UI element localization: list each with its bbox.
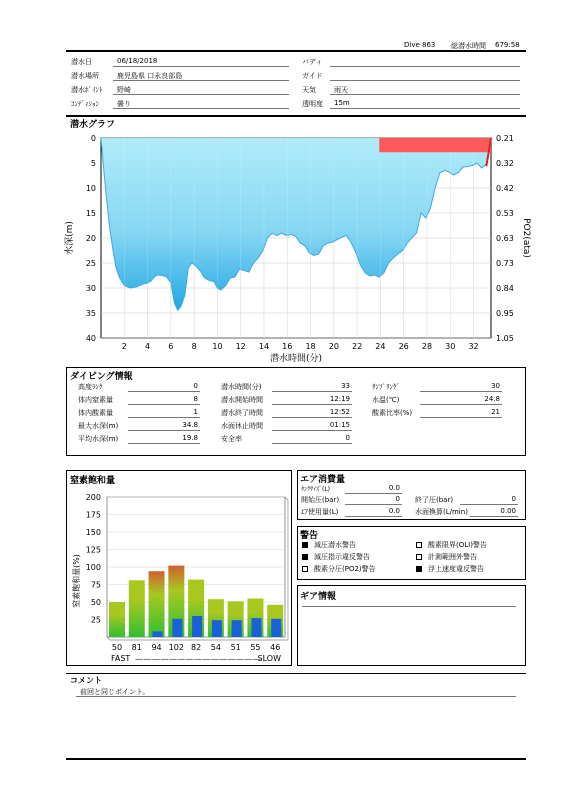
time-tick-label: 14	[258, 342, 270, 351]
warnings-title: 警告	[300, 531, 319, 541]
place-underline	[113, 80, 289, 81]
warning-item	[302, 540, 356, 550]
time-tick-label: 20	[328, 342, 339, 351]
warning-label: 減圧潜水警告	[314, 541, 356, 549]
graph-ylabel: 水深(m)	[65, 221, 75, 255]
warning-label: 計測範囲外警告	[428, 553, 477, 561]
fast-slow-dash: ———————————————	[135, 655, 261, 663]
warning-checkbox	[416, 554, 422, 560]
nitrogen-current-bar	[212, 620, 222, 637]
diving-value-b: 12:52	[329, 408, 350, 416]
nitrogen-frame-edge	[285, 497, 288, 500]
nitrogen-tick-label: 100	[85, 563, 101, 572]
point-value: 野崎	[117, 86, 131, 94]
diving-label-b: 水面休止時間	[221, 422, 263, 430]
warning-label: 酸素限界(OLI)警告	[428, 541, 487, 549]
comment-underline	[76, 696, 516, 697]
place-value: 鹿児島県 口永良部島	[117, 72, 183, 80]
po2-tick-label: 0.84	[496, 284, 514, 293]
air-title: エア消費量	[300, 475, 346, 485]
po2-tick-label: 1.05	[496, 334, 514, 343]
time-tick-label: 16	[282, 342, 293, 351]
diving-value-a: 19.8	[182, 434, 198, 442]
depth-tick-label: 0	[90, 134, 96, 143]
nitrogen-current-bar	[192, 616, 202, 637]
nitrogen-current-bar	[271, 619, 281, 637]
nitrogen-tick-label: 50	[90, 598, 101, 607]
surface-rate-value: 0.00	[500, 507, 516, 515]
diving-value-a: 1	[193, 408, 198, 416]
depth-tick-label: 10	[85, 184, 96, 193]
warning-label: 減圧指示違反警告	[314, 553, 370, 561]
warning-checkbox	[416, 566, 422, 572]
diving-label-c: 水温(℃)	[372, 396, 400, 404]
depth-tick-label: 15	[85, 209, 96, 218]
guide-underline	[330, 80, 520, 81]
diving-label-a: 高度ﾗﾝｸ	[78, 383, 103, 391]
diving-underline-b	[272, 417, 352, 418]
point-label: 潜水ﾎﾟｲﾝﾄ	[71, 86, 103, 94]
diving-label-b: 安全率	[221, 435, 242, 443]
surface-rate-label: 水面換算(L/min)	[415, 508, 468, 516]
nitrogen-value-label: 94	[151, 643, 162, 652]
depth-tick-label: 25	[85, 259, 96, 268]
diving-label-c: 酸素比率(%)	[372, 409, 413, 417]
nitrogen-value-label: 54	[210, 643, 221, 652]
warning-item	[416, 552, 477, 562]
diving-value-c: 24.8	[484, 395, 500, 403]
gear-title: ギア情報	[300, 592, 337, 602]
nitrogen-tick-label: 175	[85, 510, 101, 520]
header-rule	[66, 50, 526, 52]
surface-rate-underline	[470, 516, 518, 517]
buddy-underline	[330, 66, 520, 67]
nitrogen-value-label: 102	[168, 643, 184, 652]
depth-tick-label: 35	[85, 309, 96, 318]
graph-title: 潜水グラフ	[70, 120, 116, 130]
time-tick-label: 6	[168, 342, 174, 351]
warning-checkbox	[416, 542, 422, 548]
visibility-value: 15m	[334, 99, 350, 107]
diving-label-a: 最大水深(m)	[78, 422, 119, 430]
diving-label-c: ｻﾝﾌﾟﾘﾝｸﾞ	[372, 383, 400, 391]
diving-label-a: 平均水深(m)	[78, 435, 119, 443]
info-rule	[66, 115, 526, 117]
po2-alarm-band	[379, 138, 491, 152]
nitrogen-current-bar	[251, 618, 261, 637]
nitrogen-tick-label: 200	[85, 493, 101, 502]
diving-underline-a	[128, 430, 200, 431]
diving-label-a: 体内窒素量	[78, 396, 113, 404]
diving-underline-a	[128, 404, 200, 405]
nitrogen-value-label: 50	[111, 643, 123, 652]
weather-label: 天気	[302, 86, 316, 94]
tank-value: 0.0	[388, 484, 400, 492]
comment-title: コメント	[70, 676, 102, 685]
total-time: 679:58	[495, 41, 520, 49]
warning-label: 酸素分圧(PO2)警告	[314, 565, 376, 573]
nitrogen-current-bar	[172, 619, 182, 637]
nitrogen-bar	[129, 580, 145, 637]
diving-label-a: 体内酸素量	[78, 409, 113, 417]
warning-label: 浮上速度違反警告	[428, 565, 484, 573]
time-tick-label: 18	[305, 342, 316, 351]
po2-tick-label: 0.21	[496, 134, 514, 143]
diving-underline-b	[272, 443, 352, 444]
nitrogen-bar	[109, 602, 125, 637]
diving-info-title: ダイビング情報	[70, 372, 133, 382]
diving-value-b: 0	[345, 434, 350, 442]
diving-underline-c	[420, 417, 502, 418]
start-pressure-label: 開始圧(bar)	[301, 496, 340, 504]
visibility-underline	[330, 108, 520, 109]
nitrogen-value-label: 82	[191, 643, 202, 652]
po2-tick-label: 0.73	[496, 259, 514, 268]
nitrogen-tick-label: 25	[90, 615, 101, 625]
nitrogen-frame-edge	[107, 637, 110, 640]
diving-underline-b	[272, 404, 352, 405]
nitrogen-value-label: 51	[230, 643, 241, 652]
diving-underline-b	[272, 391, 352, 392]
condition-underline	[113, 108, 289, 109]
diving-underline-c	[420, 404, 502, 405]
diving-label-b: 潜水終了時間	[221, 409, 263, 417]
dive-number: Dive 863	[404, 41, 436, 49]
weather-underline	[330, 94, 520, 95]
weather-value: 雨天	[334, 86, 348, 94]
time-tick-label: 2	[121, 342, 127, 351]
comment-rule	[66, 673, 526, 674]
tank-underline	[345, 493, 402, 494]
diving-underline-b	[272, 430, 352, 431]
start-pressure-underline	[345, 504, 402, 505]
diving-value-b: 33	[341, 382, 350, 390]
nitrogen-title: 窒素飽和量	[70, 476, 116, 486]
diving-label-b: 潜水時間(分)	[221, 383, 262, 391]
start-pressure-value: 0	[395, 495, 400, 503]
end-pressure-label: 終了圧(bar)	[415, 496, 454, 504]
buddy-label: バディ	[302, 58, 323, 66]
po2-tick-label: 0.32	[496, 159, 514, 168]
footer-rule	[66, 758, 526, 760]
depth-tick-label: 5	[90, 159, 96, 168]
diving-value-a: 34.8	[182, 421, 198, 429]
depth-tick-label: 40	[85, 334, 96, 343]
diving-value-c: 30	[491, 382, 500, 390]
graph-y2label: PO2(ata)	[521, 218, 531, 258]
fast-label: FAST	[111, 654, 131, 663]
nitrogen-current-bar	[153, 631, 163, 637]
air-used-value: 0.0	[388, 507, 400, 515]
nitrogen-bar	[149, 571, 165, 637]
time-tick-label: 10	[212, 342, 223, 351]
po2-tick-label: 0.53	[496, 209, 514, 218]
nitrogen-tick-label: 150	[85, 528, 101, 537]
po2-tick-label: 0.63	[496, 234, 514, 243]
time-tick-label: 30	[445, 342, 456, 351]
diving-value-b: 01:15	[329, 421, 350, 429]
graph-xlabel: 潜水時間(分)	[269, 354, 323, 364]
diving-value-a: 8	[193, 395, 198, 403]
nitrogen-current-bar	[232, 620, 242, 637]
point-underline	[113, 94, 289, 95]
diving-underline-a	[128, 391, 200, 392]
end-pressure-value: 0	[511, 495, 516, 503]
time-tick-label: 32	[468, 342, 479, 351]
visibility-label: 透明度	[302, 100, 323, 108]
warning-checkbox	[302, 542, 308, 548]
end-pressure-underline	[460, 504, 518, 505]
time-tick-label: 28	[421, 342, 433, 351]
warning-item	[416, 540, 487, 550]
date-value: 06/18/2018	[117, 57, 158, 65]
depth-tick-label: 20	[85, 234, 96, 243]
diving-value-c: 21	[491, 408, 500, 416]
nitrogen-chart	[67, 486, 291, 664]
nitrogen-value-label: 81	[131, 643, 142, 652]
guide-label: ガイド	[302, 72, 323, 80]
condition-label: ｺﾝﾃﾞｨｼｮﾝ	[71, 100, 99, 108]
time-tick-label: 22	[352, 342, 363, 351]
nitrogen-tick-label: 125	[85, 545, 101, 555]
diving-value-a: 0	[193, 382, 198, 390]
air-used-label: ｴｱ使用量(L)	[301, 508, 339, 516]
depth-tick-label: 30	[85, 284, 96, 293]
nitrogen-value-label: 55	[250, 643, 261, 652]
po2-tick-label: 0.42	[496, 184, 514, 193]
dive-graph	[60, 128, 540, 368]
time-tick-label: 8	[191, 342, 197, 351]
time-tick-label: 24	[375, 342, 386, 351]
time-tick-label: 12	[235, 342, 246, 351]
nitrogen-value-label: 46	[270, 643, 281, 652]
condition-value: 曇り	[117, 100, 131, 108]
po2-tick-label: 0.95	[496, 309, 514, 318]
place-label: 潜水場所	[71, 72, 99, 80]
warning-item	[302, 564, 376, 574]
tank-label: ﾀﾝｸｻｲｽﾞ(L)	[301, 486, 331, 493]
warning-checkbox	[302, 566, 308, 572]
warning-item	[302, 552, 370, 562]
comment-text: 前回と同じポイント。	[80, 688, 150, 696]
gear-underline	[302, 606, 516, 607]
slow-label: SLOW	[257, 654, 281, 663]
diving-underline-c	[420, 391, 502, 392]
air-used-underline	[345, 516, 402, 517]
warning-item	[416, 564, 484, 574]
diving-value-b: 12:19	[329, 395, 350, 403]
total-time-label: 総潜水時間	[451, 42, 486, 50]
nitrogen-tick-label: 75	[90, 580, 101, 590]
date-label: 潜水日	[71, 58, 92, 66]
nitrogen-ylabel: 窒素飽和量(%)	[72, 554, 81, 608]
date-underline	[113, 66, 289, 67]
time-tick-label: 4	[145, 342, 151, 351]
diving-underline-a	[128, 417, 200, 418]
time-tick-label: 26	[398, 342, 409, 351]
diving-label-b: 潜水開始時間	[221, 396, 263, 404]
warning-checkbox	[302, 554, 308, 560]
diving-underline-a	[128, 443, 200, 444]
